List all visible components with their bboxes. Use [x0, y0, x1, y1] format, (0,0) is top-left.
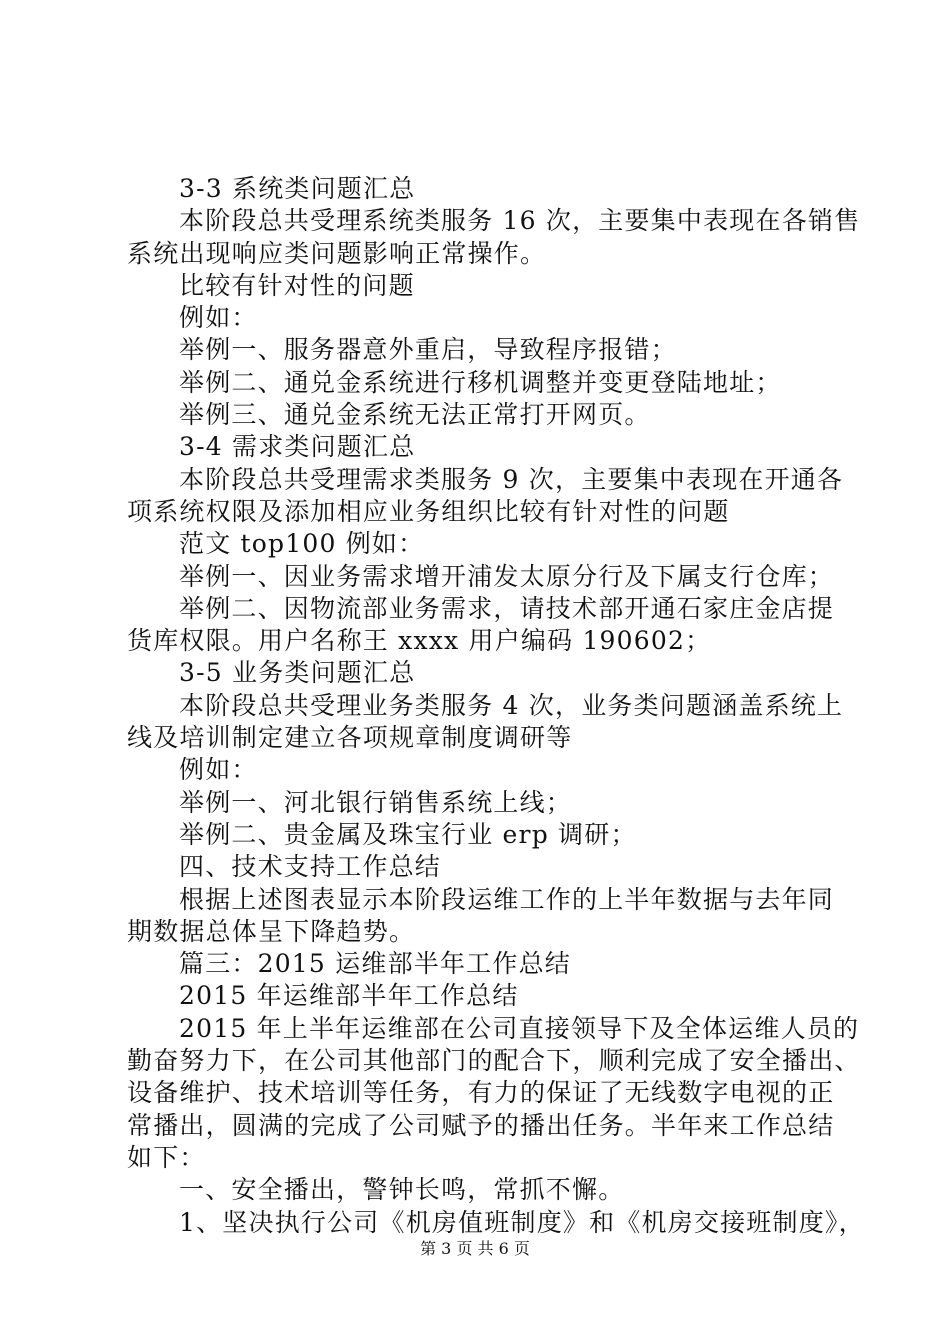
text-line: 3-3 系统类问题汇总 — [179, 174, 416, 203]
text-line: 常播出，圆满的完成了公司赋予的播出任务。半年来工作总结 — [127, 1110, 835, 1140]
text-line: 举例二、贵金属及珠宝行业 erp 调研； — [179, 819, 637, 849]
text-line: 3-4 需求类问题汇总 — [179, 432, 416, 462]
text-line: 2015 年上半年运维部在公司直接领导下及全体运维人员的 — [179, 1013, 860, 1043]
text-line: 本阶段总共受理需求类服务 9 次，主要集中表现在开通各 — [179, 464, 844, 494]
text-line: 3-5 业务类问题汇总 — [179, 658, 416, 688]
text-line: 例如： — [179, 303, 258, 333]
text-line: 比较有针对性的问题 — [179, 270, 415, 300]
text-line: 系统出现响应类问题影响正常操作。 — [127, 238, 547, 268]
text-line: 举例三、通兑金系统无法正常打开网页。 — [179, 400, 651, 430]
text-line: 举例一、服务器意外重启，导致程序报错； — [179, 335, 677, 365]
page-footer — [0, 1236, 950, 1259]
text-line: 项系统权限及添加相应业务组织比较有针对性的问题 — [127, 496, 730, 526]
text-line: 本阶段总共受理系统类服务 16 次，主要集中表现在各销售 — [179, 206, 861, 236]
text-line: 一、安全播出，警钟长鸣，常抓不懈。 — [179, 1175, 625, 1205]
text-line: 货库权限。用户名称王 xxxx 用户编码 190602； — [127, 626, 712, 656]
text-line: 勤奋努力下，在公司其他部门的配合下，顺利完成了安全播出、 — [127, 1046, 861, 1076]
text-line: 篇三：2015 运维部半年工作总结 — [179, 949, 571, 979]
text-line: 设备维护、技术培训等任务，有力的保证了无线数字电视的正 — [127, 1078, 835, 1108]
text-line: 期数据总体呈下降趋势。 — [127, 916, 416, 946]
page-number-label: 第 3 页 共 6 页 — [420, 1239, 530, 1258]
text-line: 2015 年运维部半年工作总结 — [179, 981, 519, 1011]
text-line: 举例一、因业务需求增开浦发太原分行及下属支行仓库； — [179, 561, 835, 591]
text-line: 如下： — [127, 1142, 206, 1172]
text-line: 例如： — [179, 755, 258, 785]
text-line: 举例一、河北银行销售系统上线； — [179, 787, 573, 817]
text-line: 根据上述图表显示本阶段运维工作的上半年数据与去年同 — [179, 884, 835, 914]
text-line: 举例二、因物流部业务需求，请技术部开通石家庄金店提 — [179, 593, 835, 623]
text-line: 1、坚决执行公司《机房值班制度》和《机房交接班制度》， — [179, 1207, 865, 1237]
text-line: 本阶段总共受理业务类服务 4 次，业务类问题涵盖系统上 — [179, 690, 844, 720]
document-body — [127, 173, 865, 1239]
text-line: 范文 top100 例如： — [179, 529, 425, 559]
text-line: 四、技术支持工作总结 — [179, 852, 442, 882]
text-line: 举例二、通兑金系统进行移机调整并变更登陆地址； — [179, 367, 782, 397]
text-line: 线及培训制定建立各项规章制度调研等 — [127, 723, 573, 753]
